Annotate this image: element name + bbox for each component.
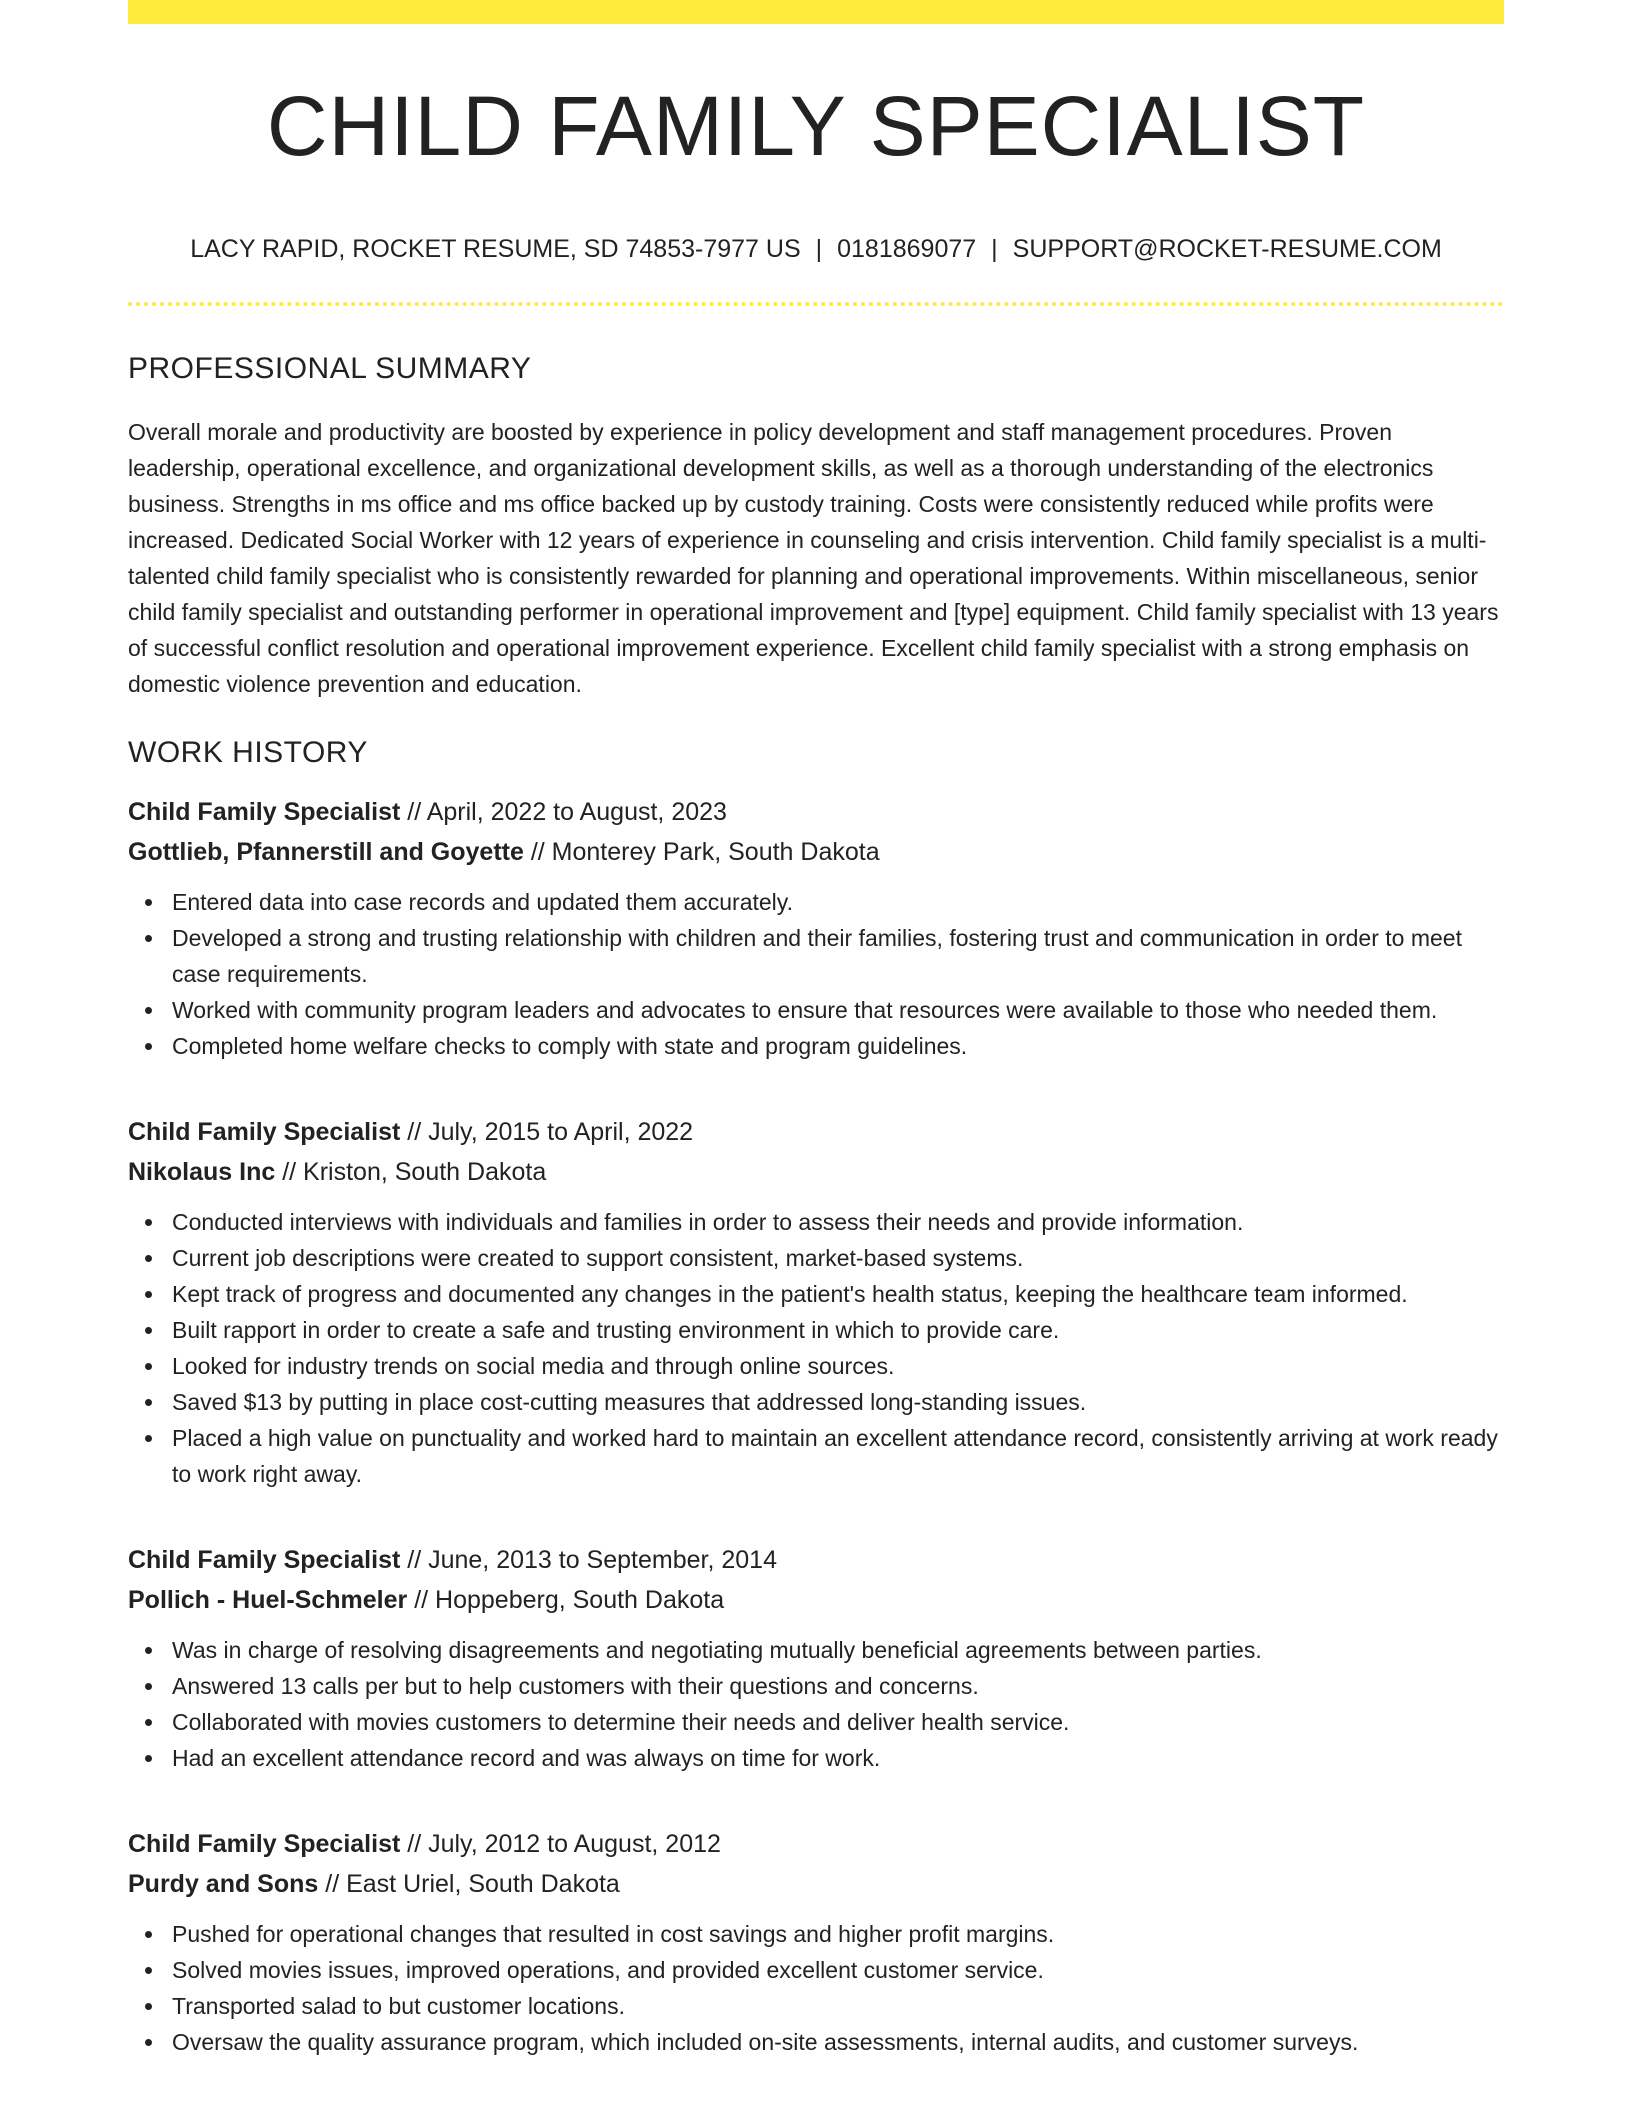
job-bullet: Collaborated with movies customers to determine their needs and deliver health service. [172,1704,1504,1740]
job-bullet: Answered 13 calls per but to help customers with their questions and concerns. [172,1668,1504,1704]
job-dates: // June, 2013 to September, 2014 [400,1546,777,1574]
contact-separator: | [991,235,998,263]
job-dates: // July, 2015 to April, 2022 [400,1118,694,1146]
job-company: Purdy and Sons [128,1870,319,1898]
job-bullet: Developed a strong and trusting relationship with children and their families, fostering trust and communication in order to meet case requirements. [172,920,1504,992]
job-bullet: Pushed for operational changes that resulted in cost savings and higher profit margins. [172,1916,1504,1952]
job-company: Gottlieb, Pfannerstill and Goyette [128,838,524,866]
job-bullet-list [128,1916,1504,2060]
job-bullet: Completed home welfare checks to comply with state and program guidelines. [172,1028,1504,1064]
work-history-list [128,792,1504,2060]
job-company: Pollich - Huel-Schmeler [128,1586,408,1614]
job-entry [128,1824,1504,2060]
job-bullet: Entered data into case records and updated them accurately. [172,884,1504,920]
job-bullet: Saved $13 by putting in place cost-cutting measures that addressed long-standing issues. [172,1384,1504,1420]
job-company-line [128,1580,1504,1620]
job-spacer [128,1492,1504,1514]
accent-top-bar [128,0,1504,24]
job-company-line [128,832,1504,872]
job-title-line [128,1112,1504,1152]
job-entry [128,1540,1504,1798]
contact-phone: 0181869077 [837,235,977,263]
resume-title: CHILD FAMILY SPECIALIST [266,79,1366,173]
job-bullet: Transported salad to but customer locations. [172,1988,1504,2024]
job-bullet: Worked with community program leaders and advocates to ensure that resources were available to those who needed them. [172,992,1504,1028]
job-bullet-list [128,884,1504,1064]
job-dates: // April, 2022 to August, 2023 [400,798,727,826]
summary-heading: PROFESSIONAL SUMMARY [128,352,532,385]
job-position: Child Family Specialist [128,1830,401,1858]
job-location: // Hoppeberg, South Dakota [407,1586,725,1614]
contact-separator: | [815,235,823,263]
resume-page [128,0,1504,2060]
contact-address: LACY RAPID, ROCKET RESUME, SD 74853-7977 US [190,235,801,263]
job-bullet: Conducted interviews with individuals and families in order to assess their needs and provide information. [172,1204,1504,1240]
job-bullet: Kept track of progress and documented any changes in the patient's health status, keeping the healthcare team informed. [172,1276,1504,1312]
job-bullet-list [128,1204,1504,1492]
job-position: Child Family Specialist [128,798,401,826]
job-bullet: Was in charge of resolving disagreements and negotiating mutually beneficial agreements between parties. [172,1632,1504,1668]
job-bullet: Solved movies issues, improved operations, and provided excellent customer service. [172,1952,1504,1988]
contact-email: SUPPORT@ROCKET-RESUME.COM [1012,235,1442,263]
job-location: // Monterey Park, South Dakota [523,838,880,866]
summary-text: Overall morale and productivity are boosted by experience in policy development and staff management procedures. Proven leadership, operational excellence, and organizational development skills, as well as a thorough understanding of the electronics business. Strengths in ms office and ms office backed up by custody training. Costs were consistently reduced while profits were increased. Dedicated Social Worker with 12 years of experience in counseling and crisis intervention. Child family specialist is a multi-talented child family specialist who is consistently rewarded for planning and operational improvements. Within miscellaneous, senior child family specialist and outstanding performer in operational improvement and [type] equipment. Child family specialist with 13 years of successful conflict resolution and operational improvement experience. Excellent child family specialist with a strong emphasis on domestic violence prevention and education. [128,419,1499,697]
job-title-line [128,1824,1504,1864]
job-title-line [128,792,1504,832]
job-entry [128,1112,1504,1514]
job-company-line [128,1152,1504,1192]
job-entry [128,792,1504,1086]
job-bullet: Had an excellent attendance record and was always on time for work. [172,1740,1504,1776]
job-location: // East Uriel, South Dakota [318,1870,620,1898]
contact-line [128,234,1504,264]
job-company: Nikolaus Inc [128,1158,276,1186]
job-dates: // July, 2012 to August, 2012 [400,1830,721,1858]
job-bullet: Current job descriptions were created to support consistent, market-based systems. [172,1240,1504,1276]
job-bullet: Placed a high value on punctuality and worked hard to maintain an excellent attendance record, consistently arriving at work ready to work right away. [172,1420,1504,1492]
job-spacer [128,1776,1504,1798]
job-bullet: Looked for industry trends on social media and through online sources. [172,1348,1504,1384]
header-divider [128,302,1504,306]
job-position: Child Family Specialist [128,1546,401,1574]
job-bullet-list [128,1632,1504,1776]
job-spacer [128,1064,1504,1086]
job-position: Child Family Specialist [128,1118,401,1146]
job-bullet: Built rapport in order to create a safe and trusting environment in which to provide care. [172,1312,1504,1348]
job-bullet: Oversaw the quality assurance program, which included on-site assessments, internal audits, and customer surveys. [172,2024,1504,2060]
job-location: // Kriston, South Dakota [275,1158,547,1186]
job-title-line [128,1540,1504,1580]
work-history-heading: WORK HISTORY [128,736,368,769]
job-company-line [128,1864,1504,1904]
